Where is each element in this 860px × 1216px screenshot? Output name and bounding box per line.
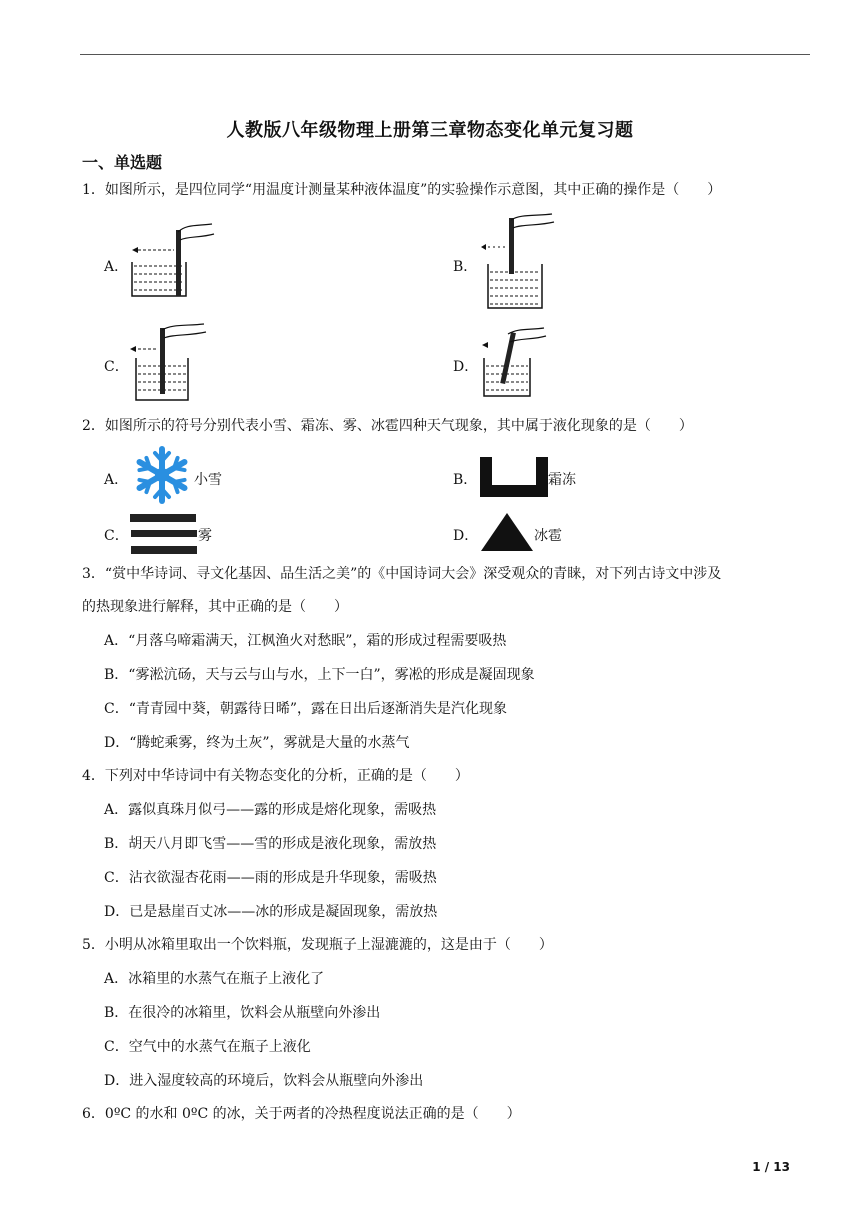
q3-option-b: B．“雾淞沆砀，天与云与山与水，上下一白”，雾凇的形成是凝固现象 [104, 667, 535, 683]
q2-option-a-label: A． [104, 472, 129, 488]
q1-option-c-label: C． [104, 359, 129, 375]
snowflake-icon [130, 444, 194, 506]
q4-option-b: B．胡天八月即飞雪——雪的形成是液化现象，需放热 [104, 836, 437, 852]
question-6-stem: 6．0ºC 的水和 0ºC 的冰，关于两者的冷热程度说法正确的是（ ） [82, 1106, 521, 1122]
q3-option-c: C．“青青园中葵，朝露待日晞”，露在日出后逐渐消失是汽化现象 [104, 701, 508, 717]
q2-option-a-text: 小雪 [194, 472, 222, 488]
q2-option-d-label: D． [453, 528, 479, 544]
header-rule [80, 54, 810, 55]
question-4-stem: 4．下列对中华诗词中有关物态变化的分析，正确的是（ ） [82, 768, 469, 784]
q1-option-b-label: B． [453, 259, 478, 275]
q1-option-d-thermometer-figure [478, 326, 548, 400]
q2-option-c-label: C． [104, 528, 129, 544]
question-3-stem-line-1: 3．“赏中华诗词、寻文化基因、品生活之美”的《中国诗词大会》深受观众的青睐，对下列古诗文中涉及 [82, 566, 722, 582]
q2-option-d-text: 冰雹 [534, 528, 562, 544]
q4-option-c: C．沾衣欲湿杏花雨——雨的形成是升华现象，需吸热 [104, 870, 437, 886]
question-2-stem: 2．如图所示的符号分别代表小雪、霜冻、雾、冰雹四种天气现象，其中属于液化现象的是（ ） [82, 418, 693, 434]
q5-option-d: D．进入湿度较高的环境后，饮料会从瓶壁向外渗出 [104, 1073, 424, 1089]
q2-option-b-label: B． [453, 472, 478, 488]
q5-option-a: A．冰箱里的水蒸气在瓶子上液化了 [104, 971, 325, 987]
fog-symbol-icon [130, 512, 198, 556]
q1-option-a-label: A． [104, 259, 129, 275]
question-1-stem: 1．如图所示，是四位同学“用温度计测量某种液体温度”的实验操作示意图，其中正确的操作是（ ） [82, 182, 722, 198]
q5-option-c: C．空气中的水蒸气在瓶子上液化 [104, 1039, 311, 1055]
q4-option-d: D．已是悬崖百丈冰——冰的形成是凝固现象，需放热 [104, 904, 438, 920]
document-title: 人教版八年级物理上册第三章物态变化单元复习题 [226, 120, 634, 141]
q2-option-c-text: 雾 [198, 528, 212, 544]
page-number: 1 / 13 [752, 1160, 790, 1174]
section-heading: 一、单选题 [82, 153, 163, 172]
hail-triangle-icon [480, 512, 534, 552]
q5-option-b: B．在很冷的冰箱里，饮料会从瓶壁向外渗出 [104, 1005, 381, 1021]
q1-option-a-thermometer-figure [128, 222, 218, 300]
q2-option-b-text: 霜冻 [548, 472, 576, 488]
q3-option-a: A．“月落乌啼霜满天，江枫渔火对愁眠”，霜的形成过程需要吸热 [104, 633, 507, 649]
q4-option-a: A．露似真珠月似弓——露的形成是熔化现象，需吸热 [104, 802, 437, 818]
question-3-stem-line-2: 的热现象进行解释，其中正确的是（ ） [82, 599, 348, 615]
q1-option-c-thermometer-figure [128, 322, 218, 404]
q3-option-d: D．“腾蛇乘雾，终为土灰”，雾就是大量的水蒸气 [104, 735, 410, 751]
q1-option-b-thermometer-figure [480, 212, 570, 312]
frost-symbol-icon [480, 457, 548, 497]
question-5-stem: 5．小明从冰箱里取出一个饮料瓶，发现瓶子上湿漉漉的，这是由于（ ） [82, 937, 553, 953]
q1-option-d-label: D． [453, 359, 479, 375]
